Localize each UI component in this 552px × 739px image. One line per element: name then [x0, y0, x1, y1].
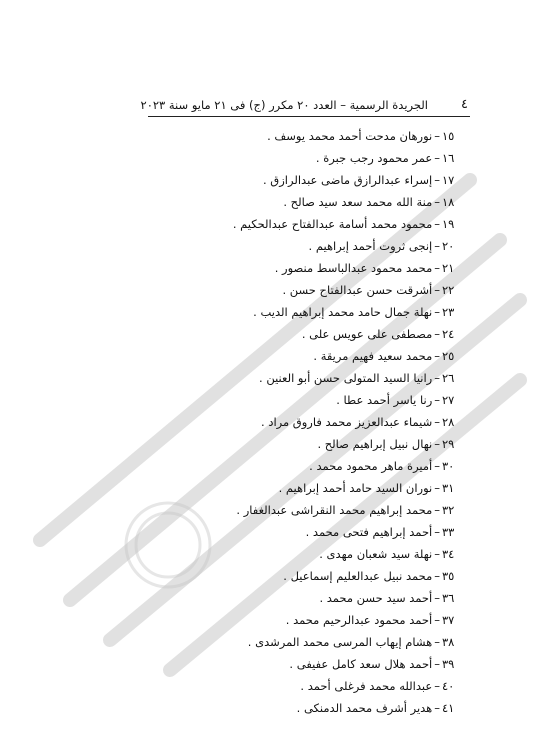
item-number: ٣٩ [442, 657, 455, 671]
item-name: محمود محمد أسامة عبدالفتاح عبدالحكيم . [232, 217, 433, 231]
list-item [136, 501, 456, 523]
item-name: إنجى ثروت أحمد إبراهيم . [308, 239, 433, 253]
item-separator: – [434, 305, 440, 319]
list-item [136, 369, 456, 391]
item-number: ١٧ [442, 173, 455, 187]
item-name: إسراء عبدالرازق ماضى عبدالرازق . [263, 173, 433, 187]
item-name: نورهان مدحت أحمد محمد يوسف . [267, 129, 433, 143]
list-item [136, 325, 456, 347]
list-item [136, 457, 456, 479]
list-item [136, 435, 456, 457]
list-item [136, 259, 456, 281]
item-name: هدير أشرف محمد الدمنكى . [296, 701, 433, 715]
item-number: ٢٩ [442, 437, 455, 451]
list-item [136, 655, 456, 677]
item-number: ٢٨ [442, 415, 455, 429]
item-number: ٢٠ [442, 239, 455, 253]
list-item [136, 149, 456, 171]
item-separator: – [434, 349, 440, 363]
item-number: ١٦ [442, 151, 455, 165]
gazette-issue-line: الجريدة الرسمية – العدد ٢٠ مكرر (ج) فى ٢١ مايو سنة ٢٠٢٣ [140, 98, 428, 112]
item-name: رانيا السيد المتولى حسن أبو العنين . [259, 371, 433, 385]
item-separator: – [434, 701, 440, 715]
item-separator: – [434, 613, 440, 627]
item-number: ٣١ [442, 481, 455, 495]
header-divider [148, 116, 470, 117]
item-number: ١٥ [442, 129, 455, 143]
item-name: محمد نبيل عبدالعليم إسماعيل . [283, 569, 433, 583]
item-name: منة الله محمد سعد سيد صالح . [283, 195, 433, 209]
list-item [136, 127, 456, 149]
item-separator: – [434, 261, 440, 275]
item-name: محمد سعيد فهيم مريقة . [313, 349, 433, 363]
item-number: ٢٢ [442, 283, 455, 297]
item-name: أحمد محمود عبدالرحيم محمد . [285, 613, 433, 627]
page-header [140, 97, 468, 115]
page-number: ٤ [461, 97, 468, 112]
list-item [136, 193, 456, 215]
item-number: ٢٤ [442, 327, 455, 341]
item-separator: – [434, 591, 440, 605]
list-item [136, 347, 456, 369]
item-number: ٣٤ [442, 547, 455, 561]
list-item [136, 611, 456, 633]
item-number: ٣٣ [442, 525, 455, 539]
item-name: أميرة ماهر محمود محمد . [309, 459, 433, 473]
item-separator: – [434, 151, 440, 165]
item-name: أحمد سيد حسن محمد . [319, 591, 433, 605]
list-item [136, 303, 456, 325]
item-separator: – [434, 657, 440, 671]
item-separator: – [434, 217, 440, 231]
item-name: محمد إبراهيم محمد النقراشى عبدالغفار . [236, 503, 433, 517]
item-name: هشام إيهاب المرسى محمد المرشدى . [247, 635, 433, 649]
item-number: ١٩ [442, 217, 455, 231]
item-number: ٣٨ [442, 635, 455, 649]
item-number: ٣٠ [442, 459, 455, 473]
item-name: أحمد إبراهيم فتحى محمد . [305, 525, 433, 539]
list-item [136, 677, 456, 699]
item-number: ١٨ [442, 195, 455, 209]
item-separator: – [434, 437, 440, 451]
item-separator: – [434, 327, 440, 341]
item-name: أشرقت حسن عبدالفتاح حسن . [282, 283, 433, 297]
item-name: نوران السيد حامد أحمد إبراهيم . [278, 481, 433, 495]
item-separator: – [434, 459, 440, 473]
item-name: نهلة جمال حامد محمد إبراهيم الديب . [253, 305, 433, 319]
list-item [136, 567, 456, 589]
item-name: عبدالله محمد فرغلى أحمد . [300, 679, 433, 693]
item-name: نهال نبيل إبراهيم صالح . [317, 437, 433, 451]
item-number: ٤٠ [442, 679, 455, 693]
item-separator: – [434, 679, 440, 693]
item-separator: – [434, 173, 440, 187]
item-separator: – [434, 481, 440, 495]
item-separator: – [434, 371, 440, 385]
list-item [136, 237, 456, 259]
list-item [136, 391, 456, 413]
item-name: محمد محمود عبدالباسط منصور . [274, 261, 433, 275]
list-item [136, 589, 456, 611]
item-number: ٤١ [442, 701, 455, 715]
item-number: ٣٥ [442, 569, 455, 583]
item-separator: – [434, 283, 440, 297]
item-number: ٣٢ [442, 503, 455, 517]
names-list [136, 127, 456, 721]
list-item [136, 413, 456, 435]
item-name: نهلة سيد شعبان مهدى . [319, 547, 433, 561]
item-separator: – [434, 195, 440, 209]
item-number: ٣٦ [442, 591, 455, 605]
item-separator: – [434, 129, 440, 143]
list-item [136, 479, 456, 501]
list-item [136, 281, 456, 303]
item-number: ٢٧ [442, 393, 455, 407]
item-number: ٢٣ [442, 305, 455, 319]
item-separator: – [434, 525, 440, 539]
item-separator: – [434, 503, 440, 517]
item-number: ٢٦ [442, 371, 455, 385]
item-name: عمر محمود رجب جبرة . [315, 151, 433, 165]
item-separator: – [434, 547, 440, 561]
item-number: ٣٧ [442, 613, 455, 627]
item-name: رنا ياسر أحمد عطا . [336, 393, 433, 407]
item-separator: – [434, 415, 440, 429]
item-name: أحمد هلال سعد كامل عفيفى . [289, 657, 433, 671]
item-separator: – [434, 393, 440, 407]
item-separator: – [434, 635, 440, 649]
list-item [136, 633, 456, 655]
list-item [136, 699, 456, 721]
item-name: مصطفى على عويس على . [301, 327, 433, 341]
list-item [136, 545, 456, 567]
item-separator: – [434, 239, 440, 253]
item-separator: – [434, 569, 440, 583]
list-item [136, 215, 456, 237]
item-number: ٢١ [442, 261, 455, 275]
list-item [136, 523, 456, 545]
list-item [136, 171, 456, 193]
item-number: ٢٥ [442, 349, 455, 363]
item-name: شيماء عبدالعزيز محمد فاروق مراد . [261, 415, 433, 429]
